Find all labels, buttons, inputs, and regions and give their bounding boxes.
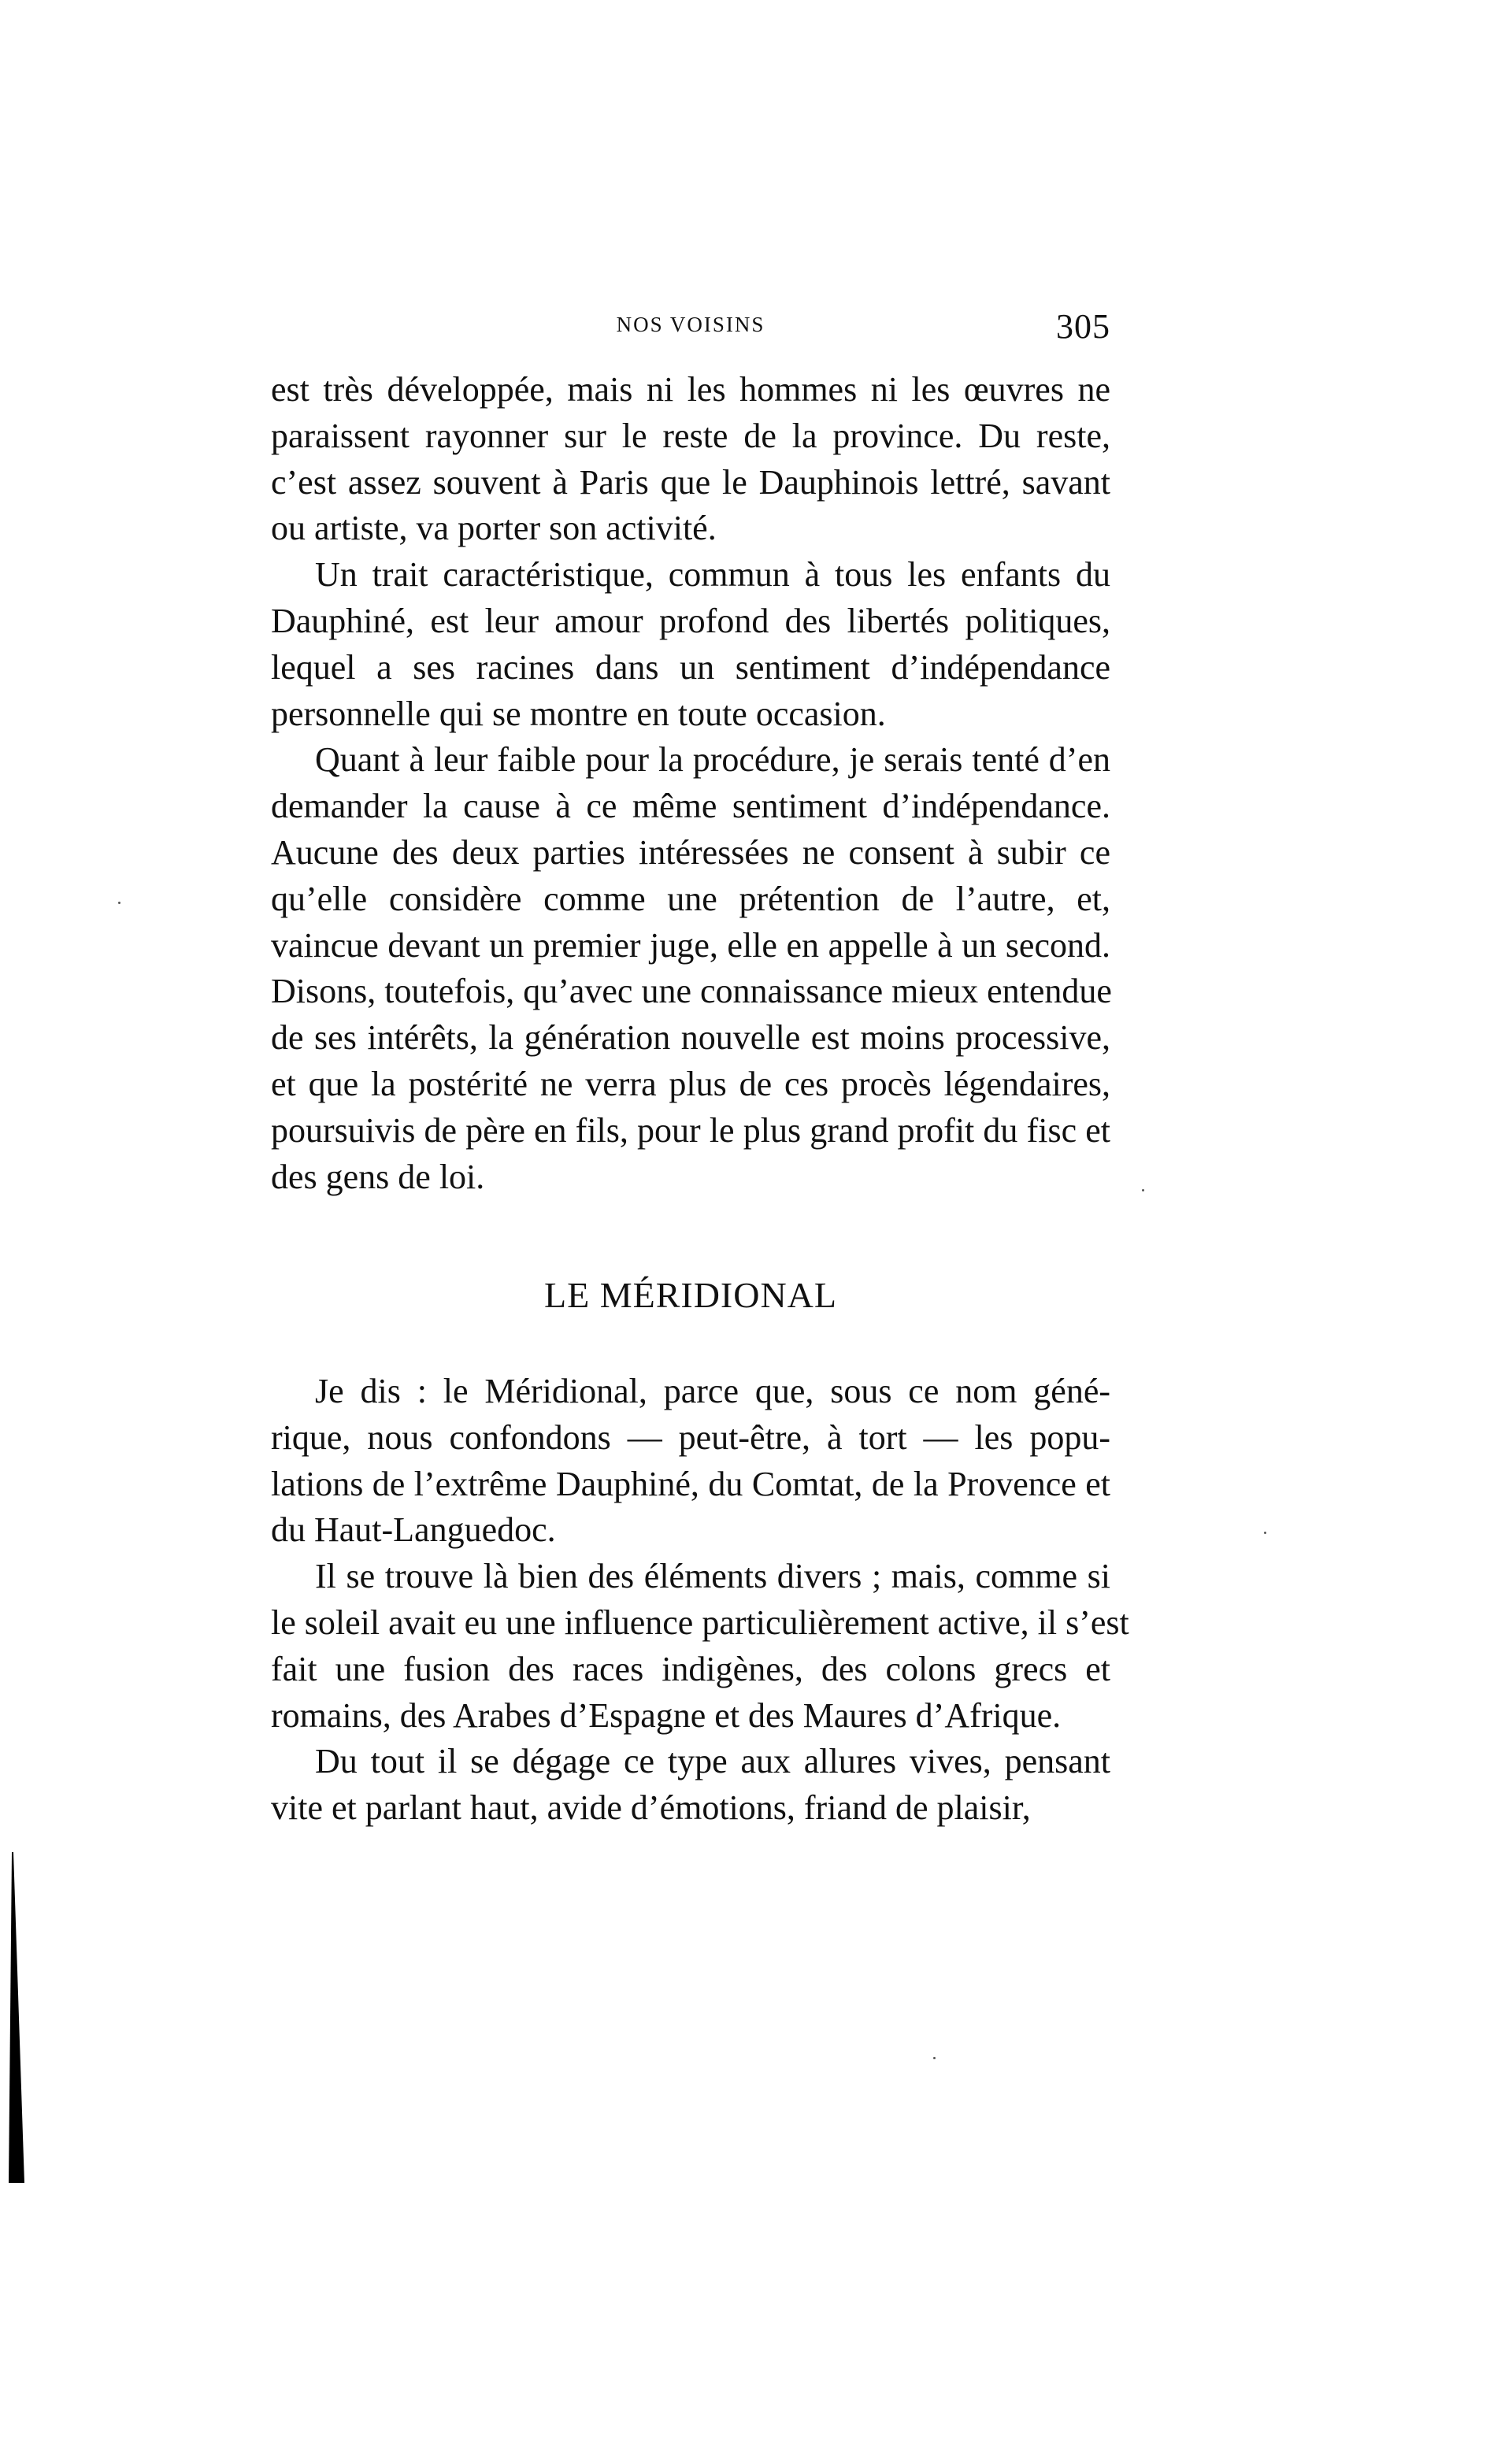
scan-speck: [118, 902, 120, 904]
text-line: du Haut-Languedoc.: [271, 1510, 556, 1550]
running-title: NOS VOISINS: [616, 313, 765, 336]
text-line: des gens de loi.: [271, 1157, 485, 1196]
page-number: 305: [1056, 307, 1110, 346]
scan-speck: [1264, 1532, 1266, 1534]
scan-speck: [933, 2057, 936, 2059]
text-line: lequel a ses racines dans un sentiment d’indépendance: [271, 647, 1110, 687]
section-1-body: [271, 367, 1110, 1200]
text-line: ou artiste, va porter son activité.: [271, 509, 717, 548]
text-line: demander la cause à ce même sentiment d’indépendance.: [271, 787, 1110, 826]
text-line: romains, des Arabes d’Espagne et des Maures d’Afrique.: [271, 1695, 1062, 1735]
text-line: Disons, toutefois, qu’avec une connaissance mieux entendue: [271, 972, 1112, 1011]
text-line: Quant à leur faible pour la procédure, je serais tenté d’en: [315, 740, 1110, 780]
text-line: poursuivis de père en fils, pour le plus grand profit du fisc et: [271, 1110, 1110, 1150]
text-line: est très développée, mais ni les hommes ni les œuvres ne: [271, 370, 1110, 409]
text-line: rique, nous confondons — peut-être, à tort — les popu-: [271, 1417, 1110, 1457]
paragraph: [271, 1369, 1110, 1554]
text-line: lations de l’extrême Dauphiné, du Comtat, de la Provence et: [271, 1464, 1110, 1503]
text-line: paraissent rayonner sur le reste de la province. Du reste,: [271, 416, 1110, 455]
running-head: [271, 307, 1110, 346]
text-line: c’est assez souvent à Paris que le Dauphinois lettré, savant: [271, 462, 1110, 502]
paragraph: [271, 737, 1110, 1200]
paragraph: [271, 367, 1110, 552]
text-line: personnelle qui se montre en toute occasion.: [271, 694, 886, 733]
text-line: qu’elle considère comme une prétention de l’autre, et,: [271, 879, 1110, 918]
section-2-body: [271, 1369, 1129, 1832]
text-line: vaincue devant un premier juge, elle en appelle à un second.: [271, 925, 1110, 965]
text-line: Je dis : le Méridional, parce que, sous ce nom géné-: [315, 1372, 1110, 1410]
text-line: et que la postérité ne verra plus de ces procès légendaires,: [271, 1064, 1110, 1103]
text-line: Aucune des deux parties intéressées ne consent à subir ce: [271, 832, 1110, 872]
paragraph: [271, 1739, 1110, 1832]
text-line: Dauphiné, est leur amour profond des libertés politiques,: [271, 601, 1110, 640]
section-heading: LE MÉRIDIONAL: [544, 1275, 837, 1315]
text-line: Il se trouve là bien des éléments divers ; mais, comme si: [315, 1557, 1110, 1596]
text-line: Un trait caractéristique, commun à tous les enfants du: [315, 555, 1110, 595]
scan-speck: [1142, 1189, 1144, 1191]
text-line: Du tout il se dégage ce type aux allures vives, pensant: [315, 1742, 1110, 1781]
text-line: de ses intérêts, la génération nouvelle est moins processive,: [271, 1018, 1110, 1058]
text-line: vite et parlant haut, avide d’émotions, friand de plaisir,: [271, 1788, 1031, 1828]
text-line: fait une fusion des races indigènes, des colons grecs et: [271, 1649, 1110, 1688]
scan-edge-shadow: [8, 1852, 25, 2183]
paragraph: [271, 1554, 1129, 1739]
paragraph: [271, 552, 1110, 737]
text-line: le soleil avait eu une influence particulièrement active, il s’est: [271, 1603, 1129, 1642]
